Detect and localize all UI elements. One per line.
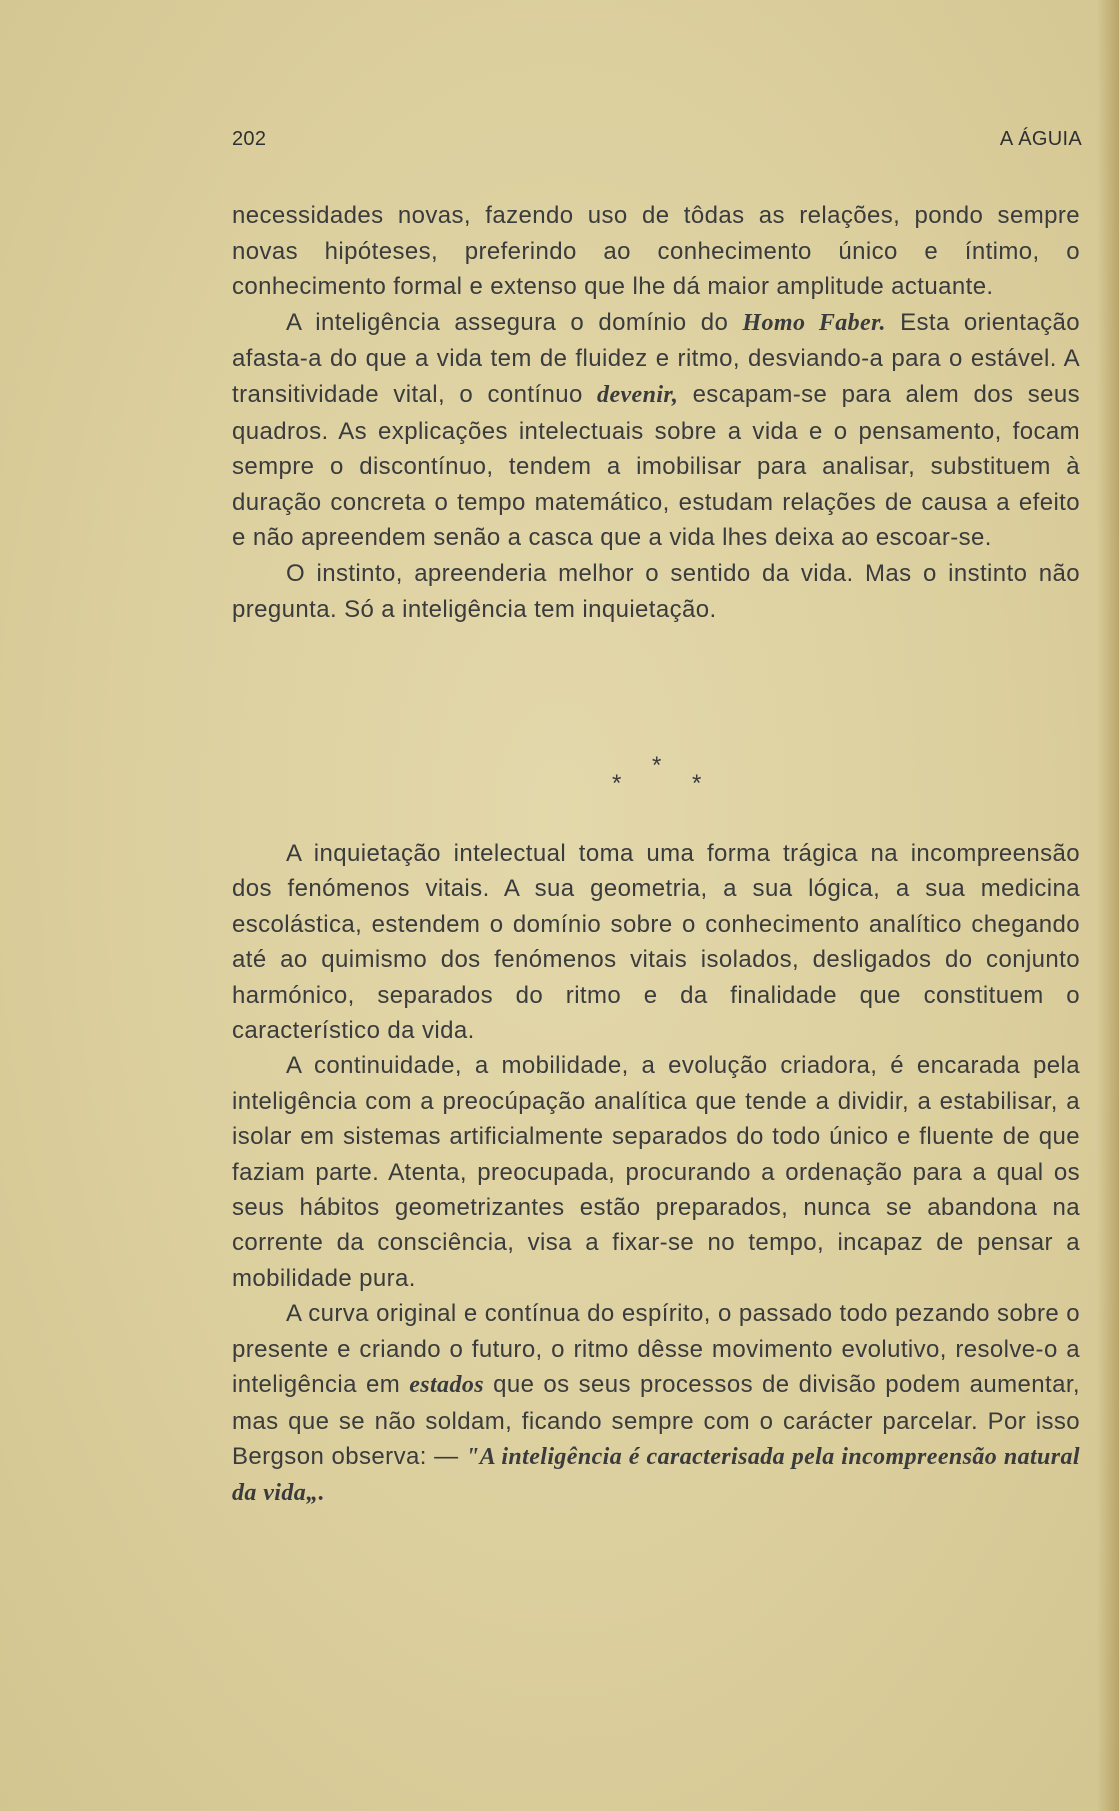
separator-star: * bbox=[652, 752, 662, 779]
text-run: escapam-se para alem dos seus quadros. As explicações intelectuais sobre a vida e o pensamento, focam sempre o discontínuo, tendem a imobilisar para analisar, substituem à duração concreta o tempo matemático, estudam relações de causa a efeito e não apreendem senão a casca que a vida lhes deixa ao escoar-se. bbox=[232, 380, 1080, 552]
page-edge-shadow bbox=[1097, 0, 1119, 1811]
paragraph-homo-faber bbox=[232, 305, 1080, 556]
emphasis-estados: estados bbox=[409, 1372, 484, 1399]
section-two bbox=[232, 836, 1080, 1512]
bergson-quote: "A inteligência é caracterisada pela incompreensão natural da vida„. bbox=[232, 1443, 1080, 1507]
page-header bbox=[232, 128, 1082, 160]
paragraph-curva-original bbox=[232, 1296, 1080, 1511]
section-one bbox=[232, 198, 1080, 627]
text-run: A inteligência assegura o domínio do bbox=[286, 308, 743, 336]
running-title: A ÁGUIA bbox=[999, 128, 1082, 150]
emphasis-devenir: devenir, bbox=[597, 381, 679, 408]
emphasis-homo-faber: Homo Faber. bbox=[742, 309, 886, 336]
text-run: Esta orientação afasta-a do que a vida tem de fluidez e ritmo, desviando-a para o estável. A transitividade vital, o contínuo bbox=[232, 308, 1080, 408]
page-number: 202 bbox=[232, 128, 267, 150]
text-run: A curva original e contínua do espírito, o passado todo pezando sobre o presente e criando o futuro, o ritmo dêsse movimento evolutivo, resolve-o a inteligência em bbox=[232, 1300, 1080, 1399]
paragraph-continuidade: A continuidade, a mobilidade, a evolução criadora, é encarada pela inteligência com a preocúpação analítica que tende a dividir, a estabilisar, a isolar em sistemas artificialmente separados do todo único e fluente de que faziam parte. Atenta, preocupada, procurando a ordenação para a qual os seus hábitos geometrizantes estão preparados, nunca se abandona na corrente da consciência, visa a fixar-se no tempo, incapaz de pensar a mobilidade pura. bbox=[232, 1052, 1080, 1292]
text-run: que os seus processos de divisão podem aumentar, mas que se não soldam, ficando sempre com o carácter parcelar. Por isso Bergson observa: — bbox=[232, 1371, 1080, 1470]
paragraph-continued: necessidades novas, fazendo uso de tôdas as relações, pondo sempre novas hipóteses, preferindo ao conhecimento único e íntimo, o conhecimento formal e extenso que lhe dá maior amplitude actuante. bbox=[232, 202, 1080, 301]
paragraph-inquietacao: A inquietação intelectual toma uma forma trágica na incompreensão dos fenómenos vitais. A sua geometria, a sua lógica, a sua medicina escolástica, estendem o domínio sobre o conhecimento analítico chegando até ao quimismo dos fenómenos vitais isolados, desligados do conjunto harmónico, separados do ritmo e da finalidade que constituem o característico da vida. bbox=[232, 840, 1080, 1045]
separator-star: * bbox=[612, 770, 622, 797]
separator-star: * bbox=[692, 770, 702, 797]
paragraph-instinto: O instinto, apreenderia melhor o sentido da vida. Mas o instinto não pregunta. Só a inteligência tem inquietação. bbox=[232, 559, 1080, 623]
